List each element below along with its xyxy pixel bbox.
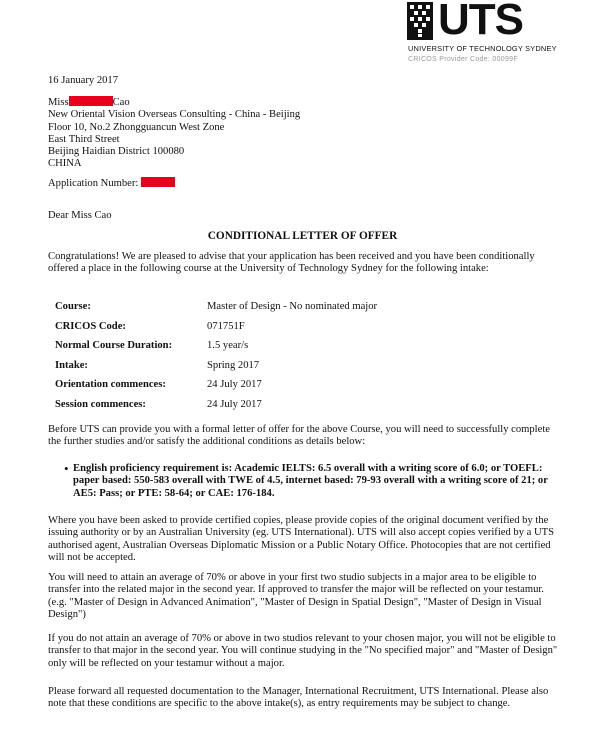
university-name: UNIVERSITY OF TECHNOLOGY SYDNEY bbox=[408, 44, 557, 53]
course-detail-label: CRICOS Code: bbox=[55, 320, 126, 332]
salutation-prefix: Miss bbox=[48, 97, 69, 108]
address-line: New Oriental Vision Overseas Consulting - China - Beijing bbox=[48, 109, 301, 121]
course-detail-value: 24 July 2017 bbox=[207, 379, 262, 391]
bullet-dot-icon: • bbox=[64, 461, 69, 476]
recipient-name-line bbox=[48, 96, 300, 109]
course-detail-row bbox=[55, 321, 555, 341]
uts-logo bbox=[407, 0, 605, 66]
application-number-label: Application Number: bbox=[48, 178, 139, 189]
course-detail-row bbox=[55, 399, 555, 419]
redacted-application-number bbox=[141, 177, 175, 187]
course-detail-row bbox=[55, 340, 555, 360]
course-detail-value: Spring 2017 bbox=[207, 359, 260, 371]
recipient-surname: Cao bbox=[112, 97, 130, 108]
course-detail-label: Session commences: bbox=[55, 398, 146, 410]
course-detail-row bbox=[55, 360, 555, 380]
redacted-given-name bbox=[69, 96, 113, 106]
course-detail-row bbox=[55, 379, 555, 399]
course-detail-value: 24 July 2017 bbox=[207, 398, 262, 410]
address-line: Floor 10, No.2 Zhongguancun West Zone bbox=[48, 121, 225, 133]
address-line: CHINA bbox=[48, 158, 82, 170]
intro-paragraph: Congratulations! We are pleased to advise that your application has been received and you have been conditionally offered a place in the following course at the University of Technology Sydney for the following intake: bbox=[48, 251, 535, 275]
course-details-table bbox=[55, 301, 555, 419]
course-detail-value: 071751F bbox=[207, 320, 245, 332]
address-line: East Third Street bbox=[48, 133, 120, 145]
course-detail-value: 1.5 year/s bbox=[207, 340, 249, 352]
recipient-address bbox=[48, 96, 300, 171]
course-detail-label: Orientation commences: bbox=[55, 379, 166, 391]
course-detail-row bbox=[55, 301, 555, 321]
no-major-paragraph: If you do not attain an average of 70% or above in two studios relevant to your chosen major, you will not be eligible to transfer to that major in the second year. You will continue studying in the "No specified major" and "Master of Design" only will be reflected on your testamur without a major. bbox=[48, 633, 558, 669]
condition-text: English proficiency requirement is: Academic IELTS: 6.5 overall with a writing score of 6.0; or TOEFL: paper based: 550-583 overall with TWE of 4.5, internet based: 79-93 overall with a writing score of 21; or AE5: Pass; or PTE: 58-64; or CAE: 176-184. bbox=[73, 463, 548, 499]
condition-bullet bbox=[64, 463, 552, 500]
letter-title: CONDITIONAL LETTER OF OFFER bbox=[207, 230, 398, 242]
course-detail-label: Normal Course Duration: bbox=[55, 340, 173, 352]
logo-wordmark: UTS bbox=[438, 0, 523, 44]
course-detail-label: Course: bbox=[55, 301, 91, 312]
address-line: Beijing Haidian District 100080 bbox=[48, 146, 185, 158]
certified-copies-paragraph: Where you have been asked to provide certified copies, please provide copies of the original document verified by the issuing authority or by an Australian University (eg. UTS International). UTS will also accept copies verified by a UTS authorised agent, Australian Overseas Diplomatic Mission or a Public Notary Office. Photocopies that are not certified will not be accepted. bbox=[48, 515, 555, 563]
average-requirement-paragraph: You will need to attain an average of 70% or above in your first two studio subjects in a major area to be eligible to transfer into the related major in the second year. If approved to transfer the major will be reflected on your testamur. (e.g. "Master of Design in Advanced Animation", "Master of Design in Spatial Design", "Master of Design in Visual Design") bbox=[48, 572, 544, 620]
conditions-intro: Before UTS can provide you with a formal letter of offer for the above Course, you will need to successfully complete the further studies and/or satisfy the additional conditions as details below: bbox=[48, 424, 550, 448]
course-detail-value: Master of Design - No nominated major bbox=[207, 301, 378, 312]
letter-date: 16 January 2017 bbox=[48, 75, 119, 86]
course-detail-label: Intake: bbox=[55, 359, 88, 371]
forward-documentation-paragraph: Please forward all requested documentation to the Manager, International Recruitment, UTS International. Please also note that these conditions are specific to the above intake(s), as entry requirements may be subject to change. bbox=[48, 686, 549, 710]
application-number bbox=[48, 177, 175, 190]
uts-emblem-icon bbox=[407, 2, 433, 40]
greeting: Dear Miss Cao bbox=[48, 210, 112, 221]
cricos-code: CRICOS Provider Code: 00099F bbox=[408, 56, 518, 63]
